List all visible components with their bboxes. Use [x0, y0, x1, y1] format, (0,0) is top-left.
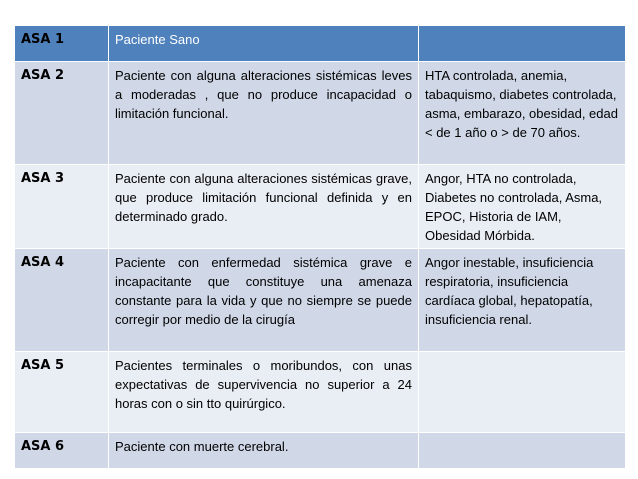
description-cell: Paciente con alguna alteraciones sistémicas grave, que produce limitación funcional definida y en determinado grado. — [109, 165, 419, 249]
asa-level-cell: ASA 4 — [15, 249, 109, 352]
asa-level-cell: ASA 5 — [15, 352, 109, 433]
table-row-asa-6 — [15, 433, 626, 469]
examples-cell — [419, 433, 626, 469]
table-row-asa-5 — [15, 352, 626, 433]
table-row-asa-4 — [15, 249, 626, 352]
table-row-asa-2 — [15, 62, 626, 165]
description-cell: Paciente Sano — [109, 26, 419, 62]
description-cell: Paciente con alguna alteraciones sistémicas leves a moderadas , que no produce incapacidad o limitación funcional. — [109, 62, 419, 165]
examples-cell: HTA controlada, anemia, tabaquismo, diabetes controlada, asma, embarazo, obesidad, edad < de 1 año o > de 70 años. — [419, 62, 626, 165]
examples-cell: Angor inestable, insuficiencia respiratoria, insuficiencia cardíaca global, hepatopatía, insuficiencia renal. — [419, 249, 626, 352]
table-row-asa-3 — [15, 165, 626, 249]
description-cell: Paciente con muerte cerebral. — [109, 433, 419, 469]
examples-cell — [419, 26, 626, 62]
asa-level-cell: ASA 6 — [15, 433, 109, 469]
examples-cell: Angor, HTA no controlada, Diabetes no controlada, Asma, EPOC, Historia de IAM, Obesidad Mórbida. — [419, 165, 626, 249]
asa-level-cell: ASA 1 — [15, 26, 109, 62]
asa-classification-table — [14, 25, 626, 469]
asa-level-cell: ASA 2 — [15, 62, 109, 165]
asa-level-cell: ASA 3 — [15, 165, 109, 249]
table-row-asa-1 — [15, 26, 626, 62]
description-cell: Paciente con enfermedad sistémica grave e incapacitante que constituye una amenaza constante para la vida y que no siempre se puede corregir por medio de la cirugía — [109, 249, 419, 352]
examples-cell — [419, 352, 626, 433]
description-cell: Pacientes terminales o moribundos, con unas expectativas de supervivencia no superior a 24 horas con o sin tto quirúrgico. — [109, 352, 419, 433]
